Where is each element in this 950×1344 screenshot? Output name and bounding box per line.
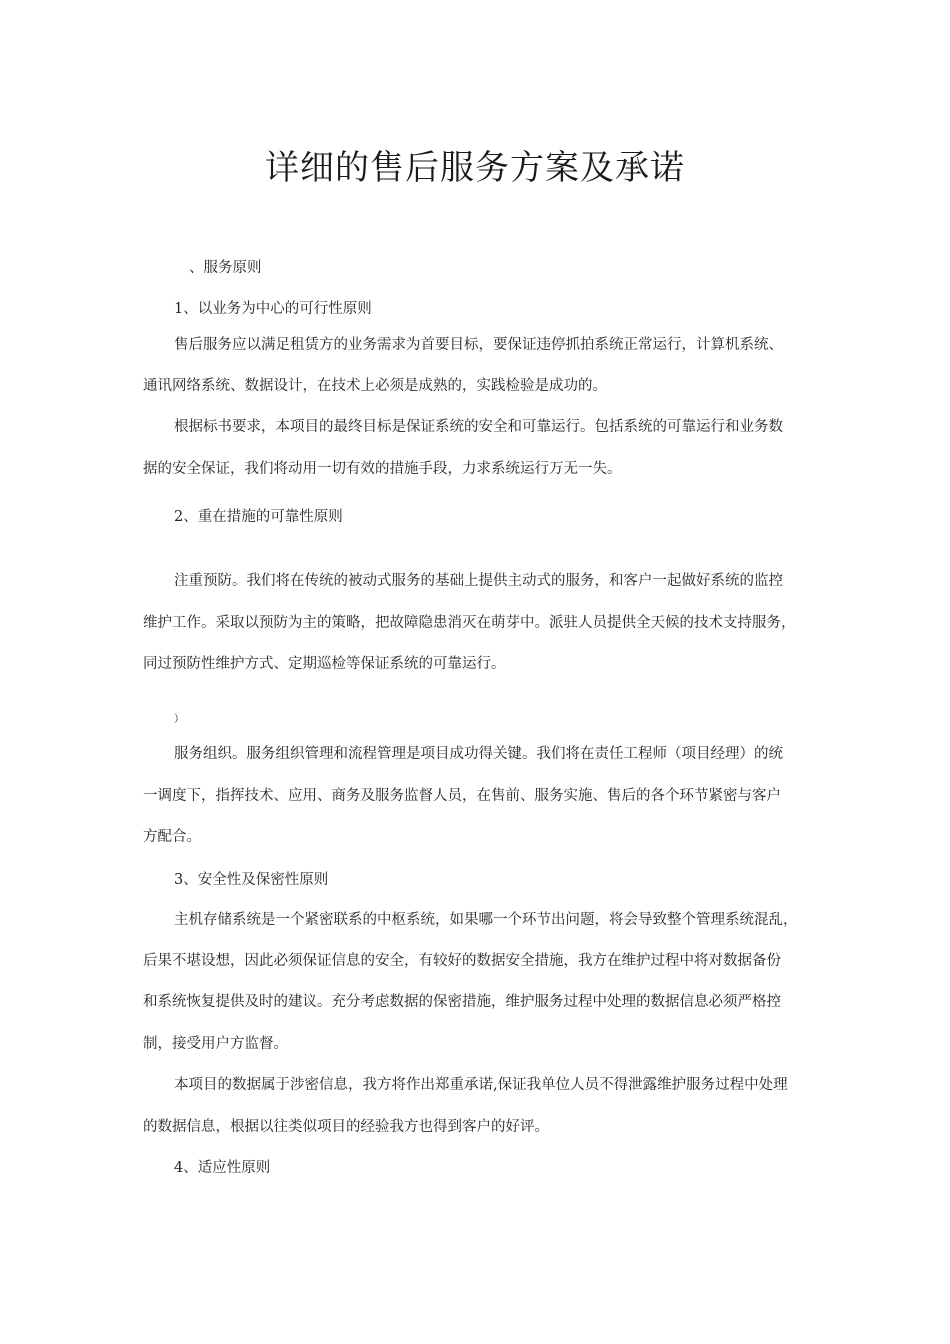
paragraph-line: 的数据信息，根据以往类似项目的经验我方也得到客户的好评。 [143,1119,549,1135]
principle1-heading: 1、以业务为中心的可行性原则 [174,301,372,317]
paragraph-line: 通讯网络系统、数据设计，在技术上必须是成熟的，实践检验是成功的。 [143,378,607,394]
paragraph-line: 一调度下，指挥技术、应用、商务及服务监督人员，在售前、服务实施、售后的各个环节紧密与客户 [143,788,781,804]
paragraph-line: 和系统恢复提供及时的建议。充分考虑数据的保密措施，维护服务过程中处理的数据信息必须严格控 [143,994,781,1010]
paragraph-line: 维护工作。采取以预防为主的策略，把故障隐患消灭在萌芽中。派驻人员提供全天候的技术支持服务， [143,615,796,631]
principle3-heading: 3、安全性及保密性原则 [174,872,329,888]
document-title: 详细的售后服务方案及承诺 [265,148,685,188]
stray-mark: ） [174,714,184,725]
paragraph-line: 售后服务应以满足租赁方的业务需求为首要目标，要保证违停抓拍系统正常运行，计算机系统、 [174,337,783,353]
principle4-heading: 4、适应性原则 [174,1160,271,1176]
paragraph-line: 本项目的数据属于涉密信息，我方将作出郑重承诺,保证我单位人员不得泄露维护服务过程中处理 [174,1077,788,1093]
paragraph-line: 制，接受用户方监督。 [143,1036,288,1052]
paragraph-line: 据的安全保证，我们将动用一切有效的措施手段，力求系统运行万无一失。 [143,461,622,477]
paragraph-line: 主机存储系统是一个紧密联系的中枢系统，如果哪一个环节出问题，将会导致整个管理系统混乱， [174,912,798,928]
principle2-heading: 2、重在措施的可靠性原则 [174,509,343,525]
paragraph-line: 后果不堪设想，因此必须保证信息的安全，有较好的数据安全措施，我方在维护过程中将对数据备份 [143,953,781,969]
section-heading: 、服务原则 [189,260,262,276]
paragraph-line: 服务组织。服务组织管理和流程管理是项目成功得关键。我们将在责任工程师（项目经理）的统 [174,746,783,762]
paragraph-line: 注重预防。我们将在传统的被动式服务的基础上提供主动式的服务，和客户一起做好系统的监控 [174,573,783,589]
paragraph-line: 方配合。 [143,829,201,845]
paragraph-line: 根据标书要求，本项目的最终目标是保证系统的安全和可靠运行。包括系统的可靠运行和业务数 [174,419,783,435]
paragraph-line: 同过预防性维护方式、定期巡检等保证系统的可靠运行。 [143,656,506,672]
